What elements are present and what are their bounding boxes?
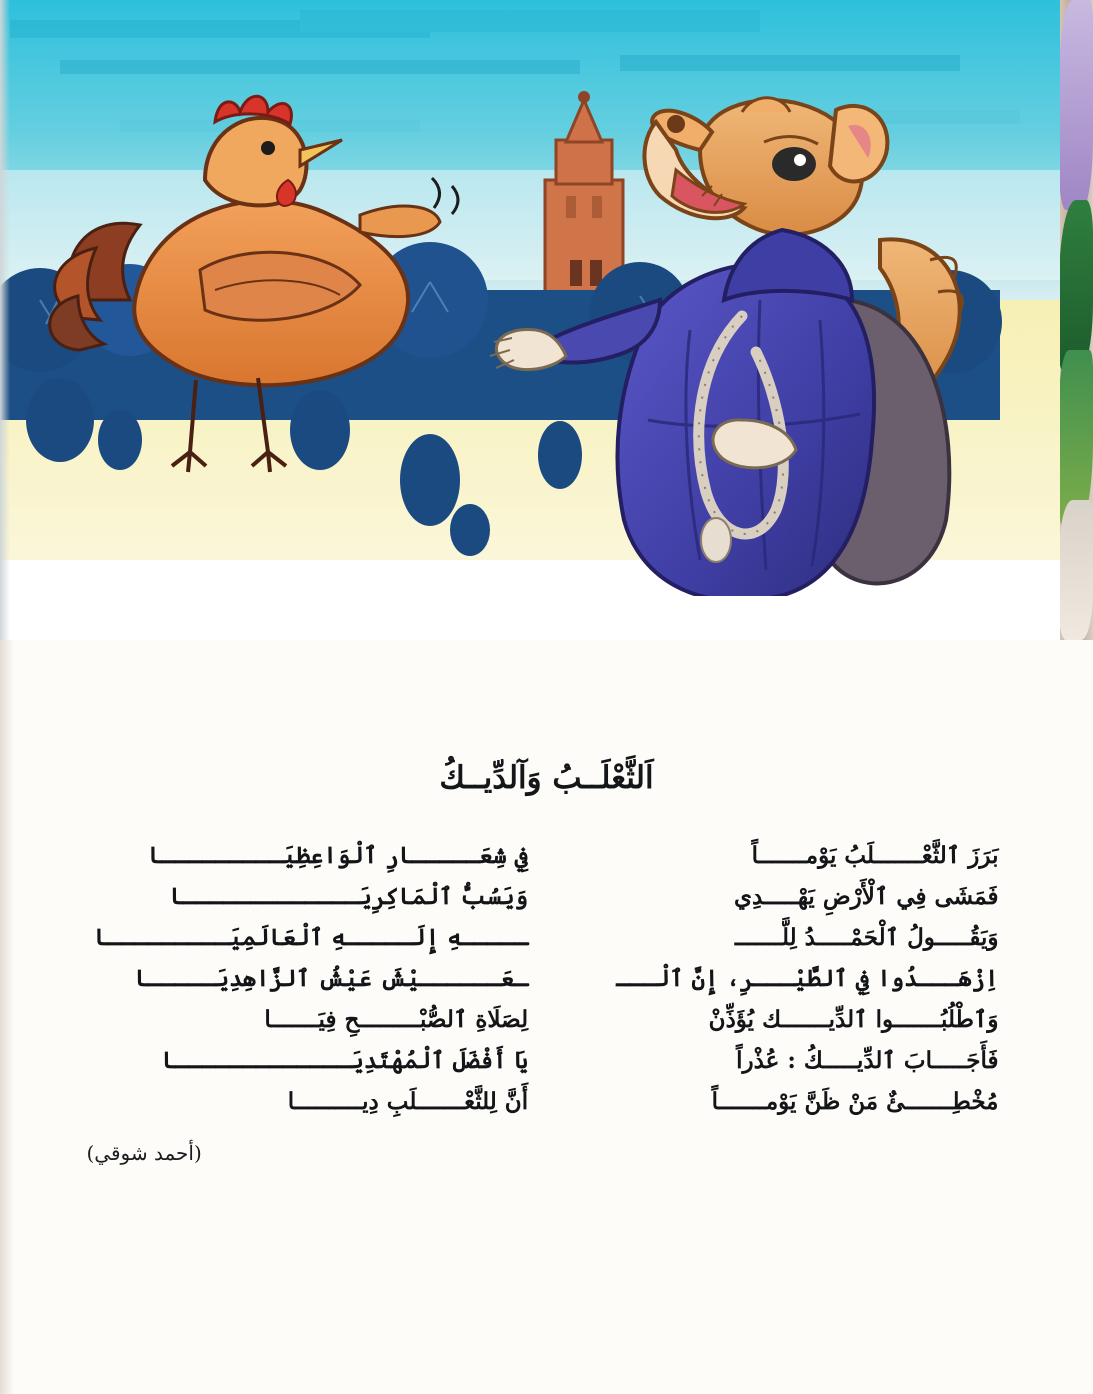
hemistich-first: فَأَجَـــــابَ ٱلدِّيـــــكُ : عُذْراً: [736, 1047, 999, 1074]
verse-row: [87, 1047, 1007, 1074]
page-title: اَلثَّعْلَــبُ وَآلدِّيــكُ: [439, 760, 654, 796]
verse-row: [87, 965, 1007, 992]
hemistich-second: يَا أَفْضَلَ ٱلْمُهْتَدِيَـــــــــــــا: [161, 1047, 529, 1074]
hemistich-second: ـــــهِ إِلَـــــهِ ٱلْعَالَمِيَـــــــــا: [94, 924, 529, 951]
illustration-svg: [0, 0, 1060, 640]
edge-color-blob: [1059, 200, 1093, 370]
poem-attribution: (أحمد شوقي): [86, 1141, 202, 1165]
hemistich-first: بَرَزَ ٱلثَّعْـــــــلَبُ يَوْمـــــــاً: [751, 842, 999, 869]
page-left-shadow-top: [0, 0, 10, 640]
hemistich-second: فِي شِعَـــــارِ ٱلْوَاعِظِيَـــــــــا: [148, 842, 529, 869]
verse-list: [87, 842, 1007, 1115]
hemistich-first: وَٱطْلُبُـــــــوا ٱلدِّيـــــــك يُؤَذِّنْ: [708, 1006, 999, 1033]
hemistich-second: لِصَلَاةِ ٱلصُّبْـــــــــحِ فِيَـــــــا: [264, 1006, 529, 1033]
fox-and-rooster-illustration: [0, 0, 1060, 640]
hemistich-first: اِزْهَـــدُوا فِي ٱلطَّيْـــرِ، إِنَّ ٱلْـــ: [616, 965, 999, 992]
hemistich-first: مُخْطِـــــــئٌ مَنْ ظَنَّ يَوْمـــــــاً: [711, 1088, 999, 1115]
hemistich-second: ـعَــــــيْشَ عَيْشُ ٱلزَّاهِدِيَـــــا: [134, 965, 529, 992]
hemistich-second: وَيَسُبُّ ٱلْمَاكِرِيَـــــــــــــا: [169, 883, 529, 910]
verse-row: [87, 1006, 1007, 1033]
hemistich-first: وَيَقُـــــولُ ٱلْحَمْـــــدُ لِلَّـــــــ: [734, 924, 999, 951]
edge-color-blob: [1059, 0, 1093, 210]
verse-row: [87, 924, 1007, 951]
hemistich-second: أَنَّ لِلثَّعْـــــــلَبِ دِيــــــــــا: [287, 1088, 529, 1115]
edge-color-blob: [1059, 500, 1093, 640]
hemistich-first: فَمَشَى فِي ٱلْأَرْضِ يَهْـــــدِي: [734, 883, 999, 910]
verse-row: [87, 842, 1007, 869]
verse-row: [87, 1088, 1007, 1115]
verse-row: [87, 883, 1007, 910]
poem-block: [0, 760, 1093, 1165]
